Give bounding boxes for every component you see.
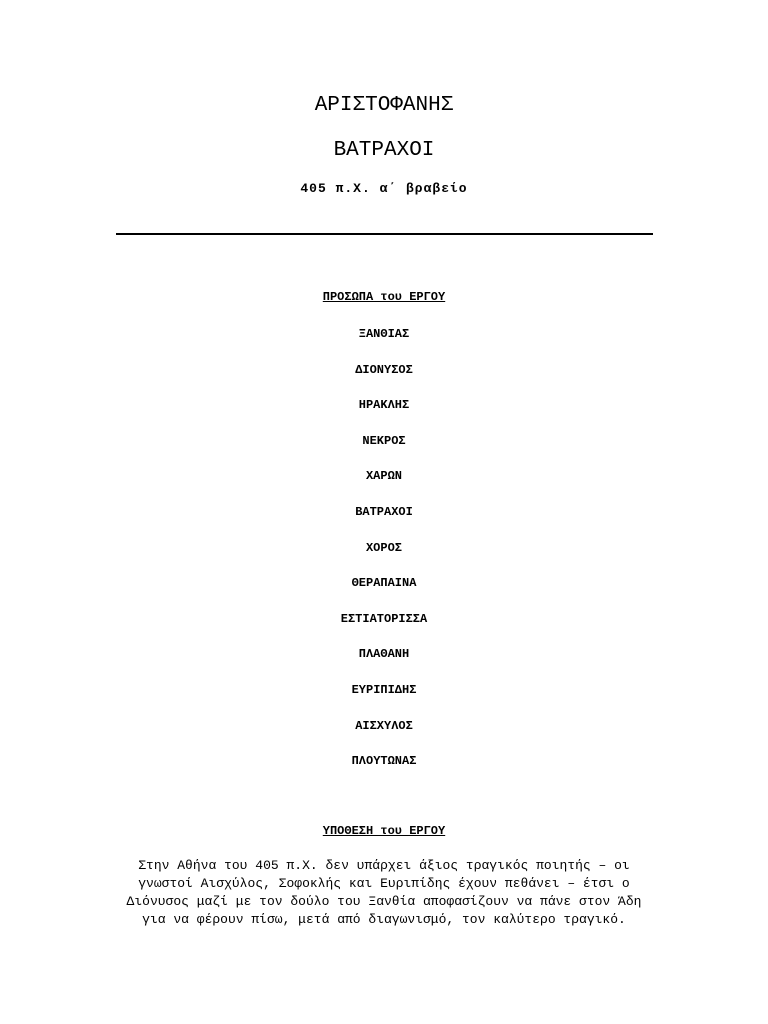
character-item: ΠΛΑΘΑΝΗ — [358, 647, 410, 662]
character-item: ΧΟΡΟΣ — [365, 540, 402, 555]
characters-list — [0, 318, 768, 781]
character-item: ΑΙΣΧΥΛΟΣ — [355, 718, 413, 733]
plot-heading — [0, 823, 768, 839]
character-item: ΕΥΡΙΠΙΔΗΣ — [351, 682, 417, 697]
character-item: ΕΣΤΙΑΤΟΡΙΣΣΑ — [340, 611, 428, 626]
character-item: ΧΑΡΩΝ — [365, 469, 402, 484]
plot-paragraph: Στην Αθήνα του 405 π.Χ. δεν υπάρχει άξιος τραγικός ποιητής – οι γνωστοί Αισχύλος, Σοφοκλής και Ευριπίδης έχουν πεθάνει – έτσι ο Διόνυσος μαζί με τον δούλο του Ξανθία αποφασίζουν να πάνε στον Άδη για να φέρουν πίσω, μετά από διαγωνισμό, τον καλύτερο τραγικό. — [126, 858, 642, 927]
play-subtitle: 405 π.Χ. α΄ βραβείο — [300, 181, 468, 196]
character-item: ΒΑΤΡΑΧΟΙ — [355, 504, 413, 519]
character-item: ΔΙΟΝΥΣΟΣ — [355, 362, 413, 377]
horizontal-divider — [116, 233, 653, 235]
persons-heading — [0, 289, 768, 305]
character-item: ΝΕΚΡΟΣ — [362, 433, 406, 448]
character-item: ΠΛΟΥΤΩΝΑΣ — [351, 754, 417, 769]
character-item: ΘΕΡΑΠΑΙΝΑ — [351, 576, 417, 591]
persons-heading-text: ΠΡΟΣΩΠΑ του ΕΡΓΟΥ — [322, 290, 446, 304]
play-title: ΒΑΤΡΑΧΟΙ — [333, 139, 435, 162]
plot-heading-text: ΥΠΟΘΕΣΗ του ΕΡΓΟΥ — [322, 824, 446, 838]
character-item: ΗΡΑΚΛΗΣ — [358, 398, 410, 413]
character-item: ΞΑΝΘΙΑΣ — [358, 327, 410, 341]
author-heading: ΑΡΙΣΤΟΦΑΝΗΣ — [314, 94, 454, 117]
